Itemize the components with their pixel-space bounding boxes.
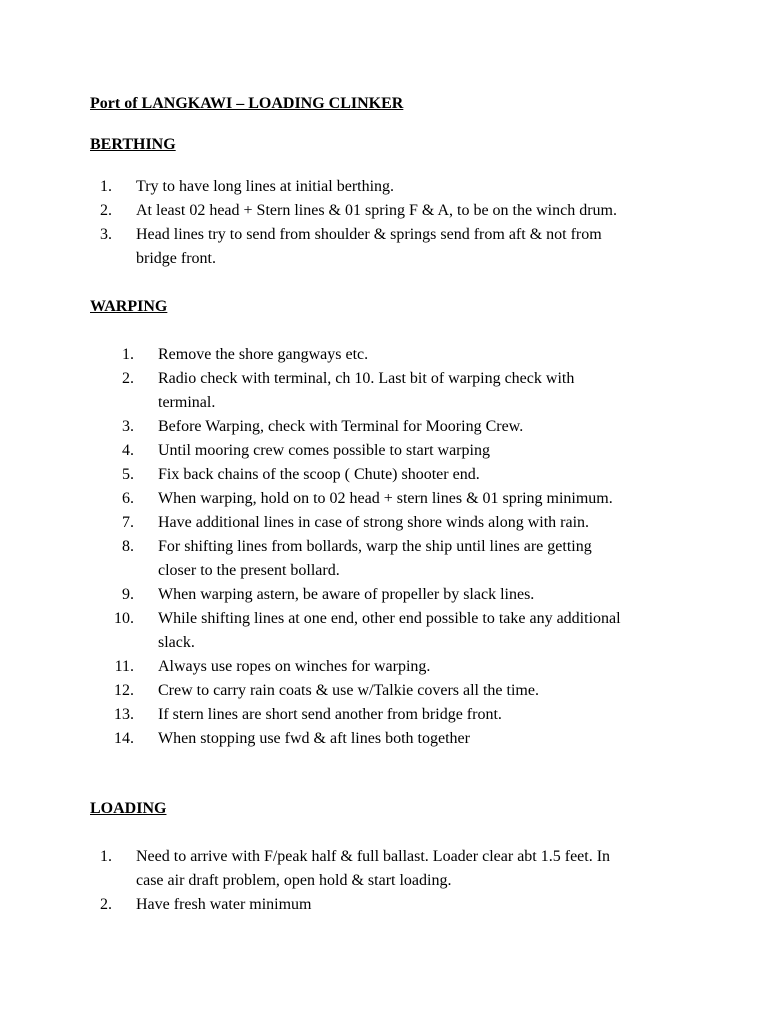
list-text-line: Try to have long lines at initial berthing. <box>136 178 395 195</box>
list-text <box>158 727 470 751</box>
list-text <box>136 199 617 223</box>
list-text <box>158 583 534 607</box>
list-number: 3. <box>122 418 134 435</box>
list-text-line: Crew to carry rain coats & use w/Talkie covers all the time. <box>158 682 539 699</box>
list-text-line: terminal. <box>158 394 216 411</box>
list-text-line: closer to the present bollard. <box>158 562 340 579</box>
list-number: 11. <box>114 658 134 675</box>
list-text-line: slack. <box>158 634 195 651</box>
warping-heading: WARPING <box>90 298 168 315</box>
list-number: 12. <box>114 682 134 699</box>
list-number: 10. <box>114 610 134 627</box>
list-text-line: If stern lines are short send another from bridge front. <box>158 706 502 723</box>
list-number: 2. <box>122 370 134 387</box>
list-text-line: When stopping use fwd & aft lines both together <box>158 730 470 747</box>
list-text-line: Always use ropes on winches for warping. <box>158 658 431 675</box>
list-text-line: Have additional lines in case of strong shore winds along with rain. <box>158 514 590 531</box>
list-text <box>158 439 490 463</box>
list-text <box>158 463 480 487</box>
list-number: 1. <box>122 346 134 363</box>
list-text <box>136 223 602 271</box>
berthing-heading: BERTHING <box>90 136 176 153</box>
list-number: 13. <box>114 706 134 723</box>
list-text <box>136 845 610 893</box>
list-number: 7. <box>122 514 134 531</box>
list-text <box>136 893 312 917</box>
list-number: 9. <box>122 586 134 603</box>
list-text <box>158 367 574 415</box>
list-text <box>158 679 539 703</box>
list-number: 8. <box>122 538 134 555</box>
list-text-line: Until mooring crew comes possible to start warping <box>158 442 490 459</box>
list-text-line: Remove the shore gangways etc. <box>158 346 369 363</box>
list-text-line: Fix back chains of the scoop ( Chute) shooter end. <box>158 466 480 483</box>
list-text <box>158 415 523 439</box>
list-number: 5. <box>122 466 134 483</box>
list-text-line: When warping astern, be aware of propeller by slack lines. <box>158 586 535 603</box>
list-text <box>158 487 613 511</box>
list-number: 1. <box>100 848 112 865</box>
list-text <box>158 703 502 727</box>
list-text-line: At least 02 head + Stern lines & 01 spring F & A, to be on the winch drum. <box>136 202 617 219</box>
list-number: 2. <box>100 202 112 219</box>
list-text-line: Have fresh water minimum <box>136 896 312 913</box>
document-title: Port of LANGKAWI – LOADING CLINKER <box>90 95 404 112</box>
list-text-line: Radio check with terminal, ch 10. Last bit of warping check with <box>158 370 575 387</box>
list-number: 1. <box>100 178 112 195</box>
list-number: 3. <box>100 226 112 243</box>
list-text-line: Before Warping, check with Terminal for Mooring Crew. <box>158 418 524 435</box>
list-text <box>158 535 592 583</box>
list-number: 2. <box>100 896 112 913</box>
list-number: 4. <box>122 442 134 459</box>
list-text <box>158 343 368 367</box>
list-text <box>158 655 430 679</box>
list-text <box>158 607 621 655</box>
list-text <box>136 175 394 199</box>
list-text-line: bridge front. <box>136 250 216 267</box>
list-text-line: Head lines try to send from shoulder & springs send from aft & not from <box>136 226 602 243</box>
list-number: 6. <box>122 490 134 507</box>
list-number: 14. <box>114 730 134 747</box>
list-text-line: When warping, hold on to 02 head + stern lines & 01 spring minimum. <box>158 490 613 507</box>
list-text-line: case air draft problem, open hold & start loading. <box>136 872 452 889</box>
list-text-line: For shifting lines from bollards, warp the ship until lines are getting <box>158 538 592 555</box>
list-text <box>158 511 589 535</box>
list-text-line: While shifting lines at one end, other end possible to take any additional <box>158 610 621 627</box>
loading-heading: LOADING <box>90 800 167 817</box>
list-text-line: Need to arrive with F/peak half & full ballast. Loader clear abt 1.5 feet. In <box>136 848 611 865</box>
